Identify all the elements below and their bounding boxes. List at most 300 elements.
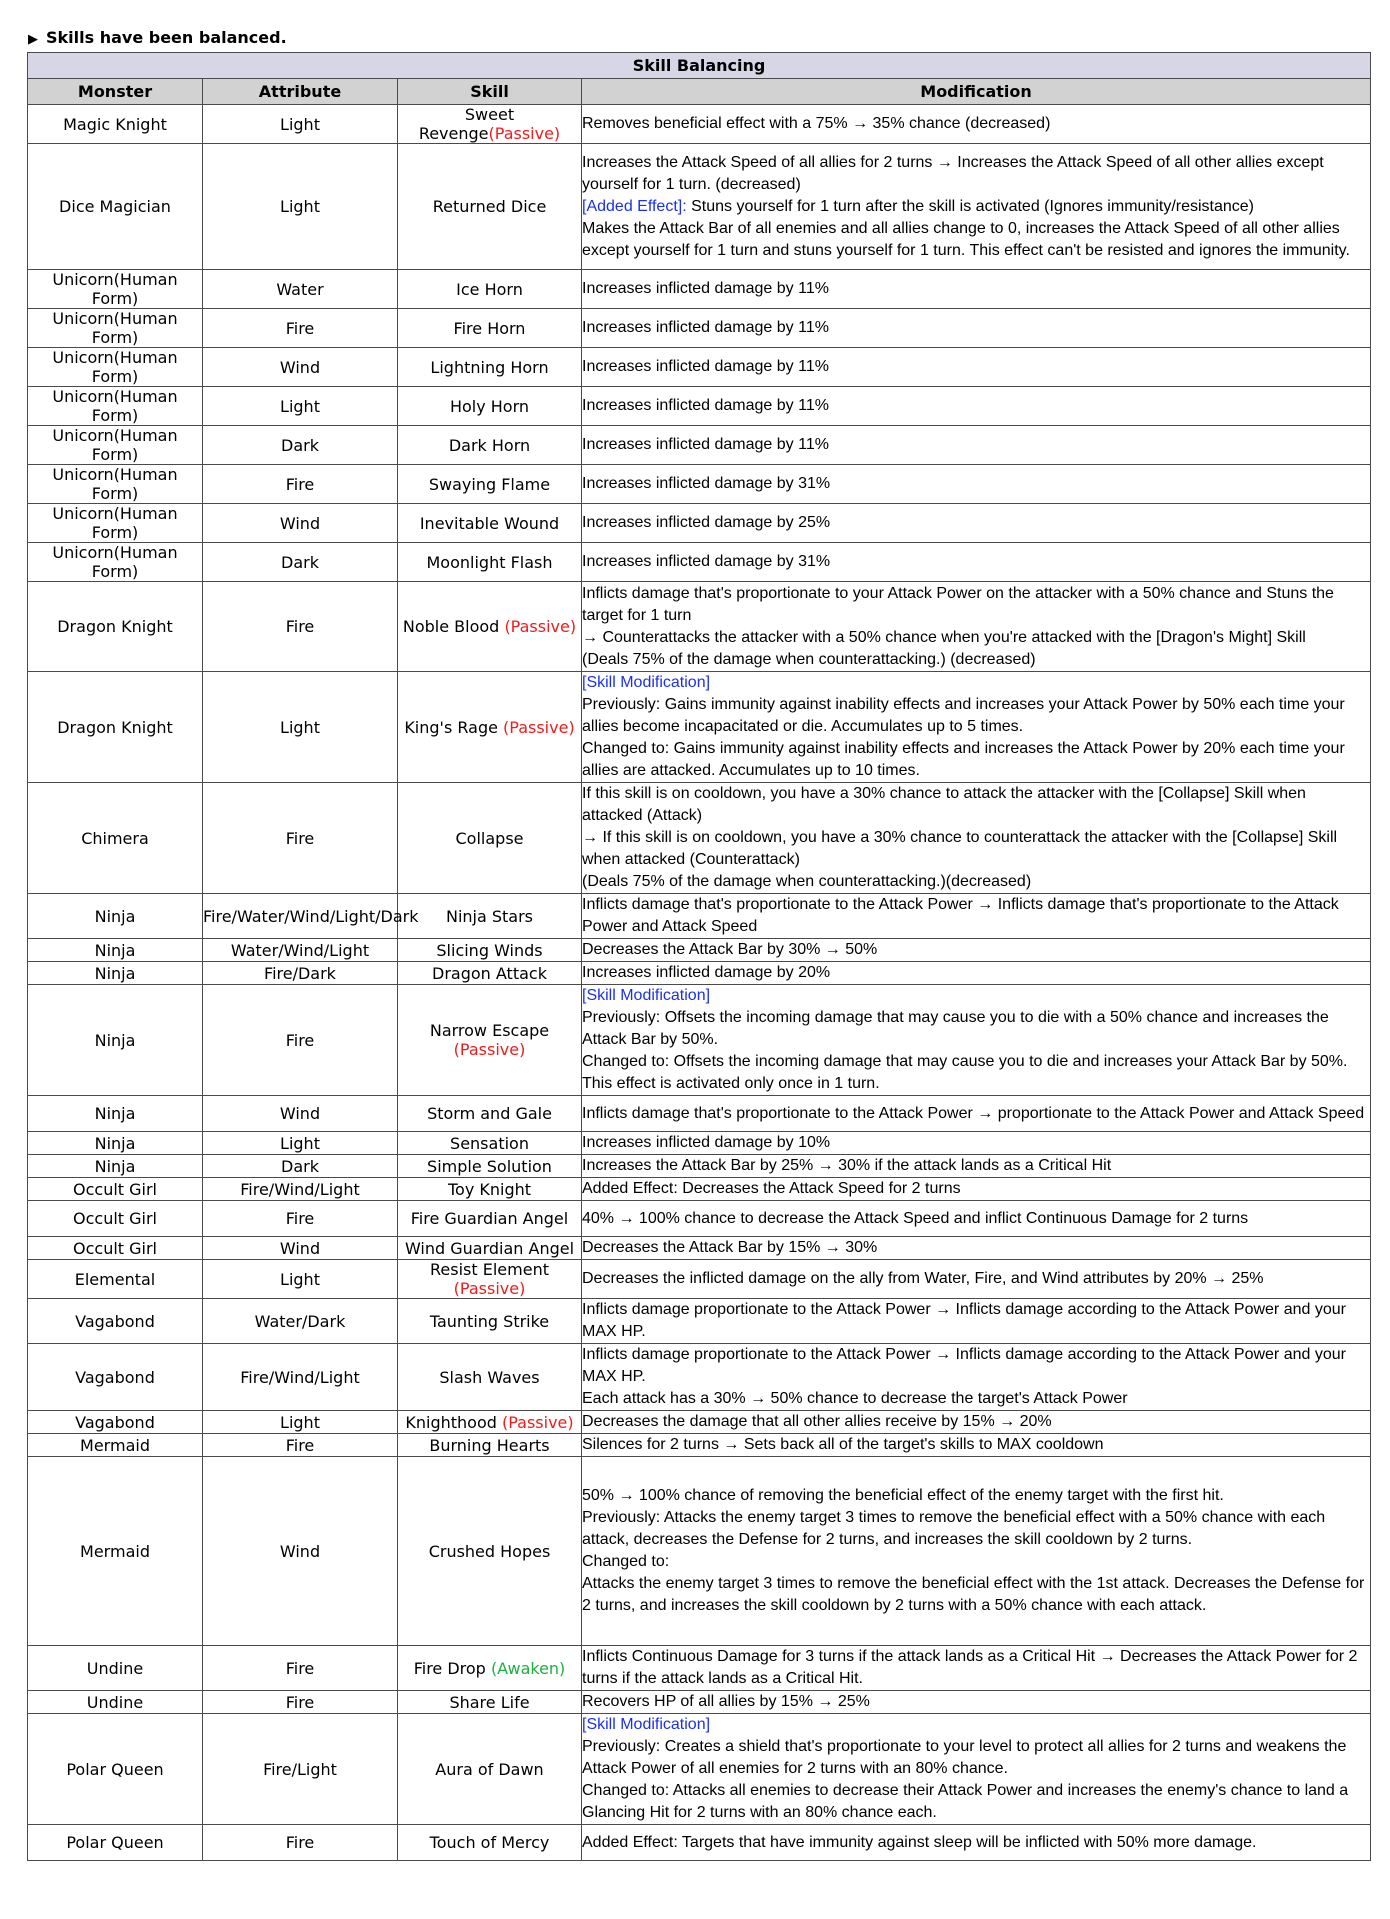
monster-cell: Ninja [28,985,203,1096]
table-row [28,1201,1371,1237]
table-row [28,1344,1371,1411]
play-triangle-icon: ▶ [28,32,38,47]
modification-cell [582,1825,1371,1861]
attribute-cell: Fire [203,783,398,894]
modification-line [582,1051,1370,1095]
attribute-cell: Wind [203,348,398,387]
skill-cell [398,1201,582,1237]
modification-text: Increases inflicted damage by 31% [582,475,831,492]
modification-text: Attacks the enemy target 3 times to remove the beneficial effect with the 1st attack. Decreases the Defense for 2 turns, and increases the skill cooldown by 2 turns with a 50% chance with each attack. [582,1575,1365,1614]
monster-cell: Dice Magician [28,144,203,270]
modification-cell [582,465,1371,504]
modification-line [582,1155,1370,1177]
modification-text: Decreases the inflicted damage on the ally from Water, Fire, and Wind attributes by 20% → 25% [582,1270,1264,1287]
modification-cell [582,1237,1371,1260]
modification-text: Increases inflicted damage by 11% [582,319,829,336]
skill-cell [398,348,582,387]
modification-line [582,473,1370,495]
monster-cell: Ninja [28,1155,203,1178]
modification-line [582,985,1370,1007]
modification-line [582,1832,1370,1854]
skill-cell [398,504,582,543]
attribute-cell: Fire/Light [203,1714,398,1825]
modification-text: Changed to: Offsets the incoming damage that may cause you to die and increases your Attack Bar by 50%. This effect is activated only once in 1 turn. [582,1053,1348,1092]
monster-cell: Ninja [28,1096,203,1132]
attribute-cell: Wind [203,1237,398,1260]
modification-line [582,1485,1370,1507]
modification-cell [582,1646,1371,1691]
modification-text: Increases the Attack Bar by 25% → 30% if the attack lands as a Critical Hit [582,1157,1112,1174]
skill-name: Touch of Mercy [429,1833,550,1852]
skill-cell [398,939,582,962]
skill-name: Storm and Gale [427,1104,552,1123]
modification-text: Inflicts damage that's proportionate to your Attack Power on the attacker with a 50% chance and Stuns the target for 1 turn [582,584,1334,624]
skill-cell [398,1260,582,1299]
monster-cell: Vagabond [28,1411,203,1434]
table-row [28,543,1371,582]
table-row [28,1178,1371,1201]
modification-line [582,894,1370,938]
modification-cell [582,939,1371,962]
monster-cell: Undine [28,1646,203,1691]
skill-tag-badge: (Passive) [453,1040,526,1059]
table-row [28,1457,1371,1646]
table-row [28,1825,1371,1861]
modification-cell [582,1411,1371,1434]
table-row [28,144,1371,270]
table-row [28,1260,1371,1299]
modification-label: [Skill Modification] [582,1716,711,1733]
table-row [28,105,1371,144]
skill-tag-badge: (Passive) [501,1412,574,1432]
modification-line [582,1178,1370,1200]
column-header-skill: Skill [398,79,582,105]
modification-line [582,1344,1370,1388]
modification-text: Changed to: Gains immunity against inability effects and increases the Attack Power by 20% each time your allies are attacked. Accumulates up to 10 times. [582,740,1345,779]
modification-text: Each attack has a 30% → 50% chance to decrease the target's Attack Power [582,1390,1128,1407]
monster-cell: Magic Knight [28,105,203,144]
modification-text: Increases the Attack Speed of all allies for 2 turns → Increases the Attack Speed of all other allies except yourself for 1 turn. (decreased) [582,153,1324,193]
modification-line [582,1299,1370,1343]
skill-name: Dark Horn [448,435,531,455]
skill-name: Knighthood [405,1412,497,1432]
table-row [28,672,1371,783]
modification-text: Silences for 2 turns → Sets back all of the target's skills to MAX cooldown [582,1436,1104,1453]
modification-cell [582,504,1371,543]
skill-cell [398,1411,582,1434]
modification-cell [582,1155,1371,1178]
skill-name: Fire Guardian Angel [410,1209,569,1228]
monster-cell: Vagabond [28,1344,203,1411]
modification-text: Stuns yourself for 1 turn after the skill is activated (Ignores immunity/resistance) [686,197,1255,215]
skill-name: Share Life [449,1692,530,1712]
monster-cell: Ninja [28,1132,203,1155]
modification-line [582,113,1370,135]
attribute-cell: Dark [203,426,398,465]
modification-line [582,1434,1370,1456]
monster-cell: Unicorn(Human Form) [28,465,203,504]
modification-cell [582,1714,1371,1825]
modification-cell [582,894,1371,939]
monster-cell: Dragon Knight [28,672,203,783]
modification-cell [582,387,1371,426]
table-row [28,1714,1371,1825]
modification-line [582,583,1370,627]
modification-label: [Skill Modification] [582,987,711,1004]
monster-cell: Occult Girl [28,1237,203,1260]
modification-text: Inflicts damage proportionate to the Attack Power → Inflicts damage according to the Attack Power and your MAX HP. [582,1301,1346,1340]
modification-text: Increases inflicted damage by 25% [582,514,831,531]
monster-cell: Unicorn(Human Form) [28,504,203,543]
skill-tag-badge: (Passive) [453,1279,526,1298]
monster-cell: Vagabond [28,1299,203,1344]
table-row [28,504,1371,543]
skill-name: Burning Hearts [429,1435,550,1455]
skill-name: Taunting Strike [429,1311,550,1331]
modification-cell [582,1299,1371,1344]
attribute-cell: Fire/Dark [203,962,398,985]
skill-name: Ice Horn [456,279,523,299]
table-row [28,1691,1371,1714]
modification-text: Decreases the damage that all other allies receive by 15% → 20% [582,1413,1052,1430]
modification-text: (Deals 75% of the damage when counterattacking.)(decreased) [582,873,1032,890]
modification-text: Increases inflicted damage by 11% [582,358,829,375]
skill-cell [398,543,582,582]
skill-name: Holy Horn [449,396,530,416]
table-row [28,1132,1371,1155]
modification-cell [582,1344,1371,1411]
attribute-cell: Fire [203,985,398,1096]
modification-text: Makes the Attack Bar of all enemies and all allies change to 0, increases the Attack Speed of all other allies except yourself for 1 turn and stuns yourself for 1 turn. This effect can't be resisted and ignores the immunity. [582,219,1350,259]
modification-cell [582,672,1371,783]
modification-cell [582,962,1371,985]
attribute-cell: Light [203,387,398,426]
modification-text: Increases inflicted damage by 10% [582,1134,831,1151]
monster-cell: Unicorn(Human Form) [28,387,203,426]
modification-text: Previously: Attacks the enemy target 3 times to remove the beneficial effect with a 50% chance with each attack, decreases the Defense for 2 turns, and increases the skill cooldown by 2 turns. [582,1509,1326,1548]
modification-line [582,512,1370,534]
modification-text: (Deals 75% of the damage when counterattacking.) (decreased) [582,650,1036,668]
section-heading [28,28,287,47]
modification-text: Increases inflicted damage by 31% [582,553,831,570]
modification-text: Recovers HP of all allies by 15% → 25% [582,1693,870,1710]
modification-cell [582,783,1371,894]
skill-cell [398,985,582,1096]
skill-name: Toy Knight [447,1179,532,1199]
modification-text: 40% → 100% chance to decrease the Attack Speed and inflict Continuous Damage for 2 turns [582,1209,1249,1227]
monster-cell: Undine [28,1691,203,1714]
modification-label: [Added Effect]: [582,197,687,215]
modification-line [582,1551,1370,1573]
skill-name: Noble Blood [402,617,500,636]
monster-cell: Unicorn(Human Form) [28,270,203,309]
modification-line [582,1268,1370,1290]
modification-cell [582,426,1371,465]
modification-text: Previously: Offsets the incoming damage that may cause you to die with a 50% chance and increases the Attack Bar by 50%. [582,1009,1329,1048]
attribute-cell: Fire [203,1825,398,1861]
modification-cell [582,1691,1371,1714]
skill-name: Sensation [450,1133,529,1153]
monster-cell: Unicorn(Human Form) [28,348,203,387]
modification-text: Inflicts damage that's proportionate to the Attack Power → Inflicts damage that's proportionate to the Attack Power and Attack Speed [582,896,1339,935]
skill-cell [398,387,582,426]
modification-line [582,1691,1370,1713]
modification-text: Inflicts damage that's proportionate to the Attack Power → proportionate to the Attack Power and Attack Speed [582,1104,1365,1122]
skill-cell [398,465,582,504]
skill-cell [398,1825,582,1861]
modification-line [582,827,1370,871]
attribute-cell: Wind [203,1457,398,1646]
column-header-modification: Modification [582,79,1371,105]
monster-cell: Unicorn(Human Form) [28,426,203,465]
skill-tag-badge: (Awaken) [490,1658,566,1678]
modification-text: Increases inflicted damage by 11% [582,436,829,453]
table-row [28,1237,1371,1260]
table-row [28,962,1371,985]
attribute-cell: Fire/Wind/Light [203,1178,398,1201]
modification-line [582,1646,1370,1690]
modification-line [582,962,1370,984]
modification-line [582,1208,1370,1230]
modification-text: → If this skill is on cooldown, you have a 30% chance to counterattack the attacker with the [Collapse] Skill when attacked (Counterattack) [582,829,1338,868]
skill-name: Ninja Stars [445,906,534,926]
attribute-cell: Fire [203,309,398,348]
modification-text: Decreases the Attack Bar by 15% → 30% [582,1239,878,1256]
modification-cell [582,309,1371,348]
modification-cell [582,1132,1371,1155]
skill-name: Wind Guardian Angel [404,1238,575,1258]
skill-name: Sweet Revenge [418,105,515,143]
table-row [28,894,1371,939]
attribute-cell: Fire/Water/Wind/Light/Dark [203,894,398,939]
attribute-cell: Fire [203,1434,398,1457]
table-row [28,1299,1371,1344]
modification-line [582,1007,1370,1051]
attribute-cell: Dark [203,543,398,582]
attribute-cell: Fire [203,582,398,672]
modification-line [582,1714,1370,1736]
attribute-cell: Water [203,270,398,309]
attribute-cell: Wind [203,504,398,543]
modification-line [582,395,1370,417]
table-row [28,426,1371,465]
monster-cell: Elemental [28,1260,203,1299]
table-row [28,465,1371,504]
skill-cell [398,309,582,348]
skill-name: Slicing Winds [436,940,543,960]
modification-line [582,317,1370,339]
attribute-cell: Light [203,105,398,144]
monster-cell: Occult Girl [28,1201,203,1237]
modification-line [582,434,1370,456]
skill-cell [398,270,582,309]
attribute-cell: Water/Wind/Light [203,939,398,962]
monster-cell: Ninja [28,894,203,939]
attribute-cell: Wind [203,1096,398,1132]
modification-text: 50% → 100% chance of removing the beneficial effect of the enemy target with the first hit. [582,1487,1224,1504]
skill-cell [398,1646,582,1691]
modification-cell [582,1096,1371,1132]
modification-line [582,218,1370,262]
monster-cell: Mermaid [28,1457,203,1646]
skill-name: Simple Solution [427,1156,552,1176]
attribute-cell: Fire [203,1201,398,1237]
modification-cell [582,1260,1371,1299]
modification-text: Increases inflicted damage by 11% [582,397,829,414]
table-row [28,1411,1371,1434]
skill-name: Inevitable Wound [419,513,560,533]
modification-cell [582,348,1371,387]
modification-line [582,694,1370,738]
skill-name: Collapse [455,828,524,848]
modification-line [582,627,1370,649]
table-row [28,939,1371,962]
skill-cell [398,1237,582,1260]
modification-line [582,1780,1370,1824]
modification-cell [582,582,1371,672]
skill-tag-badge: (Passive) [488,124,561,143]
monster-cell: Chimera [28,783,203,894]
skill-cell [398,426,582,465]
modification-cell [582,144,1371,270]
monster-cell: Occult Girl [28,1178,203,1201]
attribute-cell: Fire [203,465,398,504]
skill-name: Swaying Flame [428,474,551,494]
modification-line [582,1132,1370,1154]
skill-cell [398,1155,582,1178]
attribute-cell: Light [203,144,398,270]
modification-line [582,356,1370,378]
table-row [28,348,1371,387]
skill-cell [398,1457,582,1646]
modification-line [582,783,1370,827]
modification-cell [582,985,1371,1096]
skill-name: Crushed Hopes [428,1541,551,1561]
modification-cell [582,543,1371,582]
skill-name: Slash Waves [439,1367,540,1387]
modification-text: Increases inflicted damage by 20% [582,964,831,981]
table-row [28,270,1371,309]
modification-text: Decreases the Attack Bar by 30% → 50% [582,941,878,958]
monster-cell: Ninja [28,939,203,962]
modification-line [582,1388,1370,1410]
modification-line [582,672,1370,694]
modification-line [582,551,1370,573]
skill-name: Resist Element [430,1260,549,1279]
monster-cell: Polar Queen [28,1825,203,1861]
modification-text: Changed to: [582,1553,670,1570]
skill-cell [398,105,582,144]
skill-cell [398,894,582,939]
monster-cell: Polar Queen [28,1714,203,1825]
attribute-cell: Dark [203,1155,398,1178]
modification-line [582,1736,1370,1780]
table-title: Skill Balancing [28,53,1371,79]
skill-cell [398,783,582,894]
modification-line [582,1411,1370,1433]
skill-cell [398,582,582,672]
modification-line [582,738,1370,782]
table-row [28,582,1371,672]
skill-cell [398,1299,582,1344]
skill-cell [398,1434,582,1457]
skill-name: Fire Horn [453,318,526,338]
modification-line [582,196,1370,218]
skill-name: Fire Drop [413,1658,486,1678]
modification-text: Increases inflicted damage by 11% [582,280,829,297]
modification-line [582,1237,1370,1259]
monster-cell: Unicorn(Human Form) [28,543,203,582]
modification-text: Previously: Creates a shield that's proportionate to your level to protect all allies for 2 turns and weakens the Attack Power of all enemies for 2 turns with an 80% chance. [582,1738,1347,1777]
monster-cell: Ninja [28,962,203,985]
skill-name: Returned Dice [432,197,547,216]
skill-cell [398,1178,582,1201]
skill-cell [398,144,582,270]
skill-name: Dragon Attack [432,963,547,983]
attribute-cell: Water/Dark [203,1299,398,1344]
skill-name: Moonlight Flash [426,552,553,572]
skill-cell [398,962,582,985]
modification-cell [582,1201,1371,1237]
modification-line [582,649,1370,671]
modification-text: → Counterattacks the attacker with a 50% chance when you're attacked with the [Dragon's Might] Skill [582,628,1306,646]
modification-label: [Skill Modification] [582,674,711,691]
modification-line [582,1103,1370,1125]
skill-tag-badge: (Passive) [504,617,577,636]
attribute-cell: Light [203,672,398,783]
table-row [28,1155,1371,1178]
modification-cell [582,105,1371,144]
skill-name: Aura of Dawn [435,1759,544,1779]
skill-name: Narrow Escape [429,1021,550,1040]
skill-balancing-table [27,52,1371,1861]
attribute-cell: Fire [203,1691,398,1714]
modification-line [582,152,1370,196]
modification-line [582,278,1370,300]
section-heading-text: Skills have been balanced. [46,28,287,47]
table-body [28,105,1371,1861]
table-row [28,1434,1371,1457]
modification-text: Removes beneficial effect with a 75% → 35% chance (decreased) [582,115,1051,132]
modification-text: Changed to: Attacks all enemies to decrease their Attack Power and increases the enemy's chance to land a Glancing Hit for 2 turns with an 80% chance each. [582,1782,1349,1821]
table-row [28,309,1371,348]
table-row [28,783,1371,894]
monster-cell: Unicorn(Human Form) [28,309,203,348]
modification-cell [582,270,1371,309]
table-row [28,985,1371,1096]
monster-cell: Dragon Knight [28,582,203,672]
modification-cell [582,1434,1371,1457]
attribute-cell: Fire/Wind/Light [203,1344,398,1411]
modification-line [582,871,1370,893]
attribute-cell: Fire [203,1646,398,1691]
modification-text: Previously: Gains immunity against inability effects and increases your Attack Power by 50% each time your allies become incapacitated or die. Accumulates up to 5 times. [582,696,1345,735]
modification-line [582,1507,1370,1551]
modification-text: Inflicts Continuous Damage for 3 turns if the attack lands as a Critical Hit → Decreases the Attack Power for 2 turns if the attack lands as a Critical Hit. [582,1648,1358,1687]
modification-text: Added Effect: Targets that have immunity against sleep will be inflicted with 50% more damage. [582,1833,1257,1851]
modification-cell [582,1178,1371,1201]
skill-tag-badge: (Passive) [503,717,575,737]
skill-name: King's Rage [404,717,498,737]
skill-cell [398,1344,582,1411]
column-header-monster: Monster [28,79,203,105]
monster-cell: Mermaid [28,1434,203,1457]
table-row [28,387,1371,426]
attribute-cell: Light [203,1132,398,1155]
table-row [28,1096,1371,1132]
table-row [28,1646,1371,1691]
skill-cell [398,1132,582,1155]
